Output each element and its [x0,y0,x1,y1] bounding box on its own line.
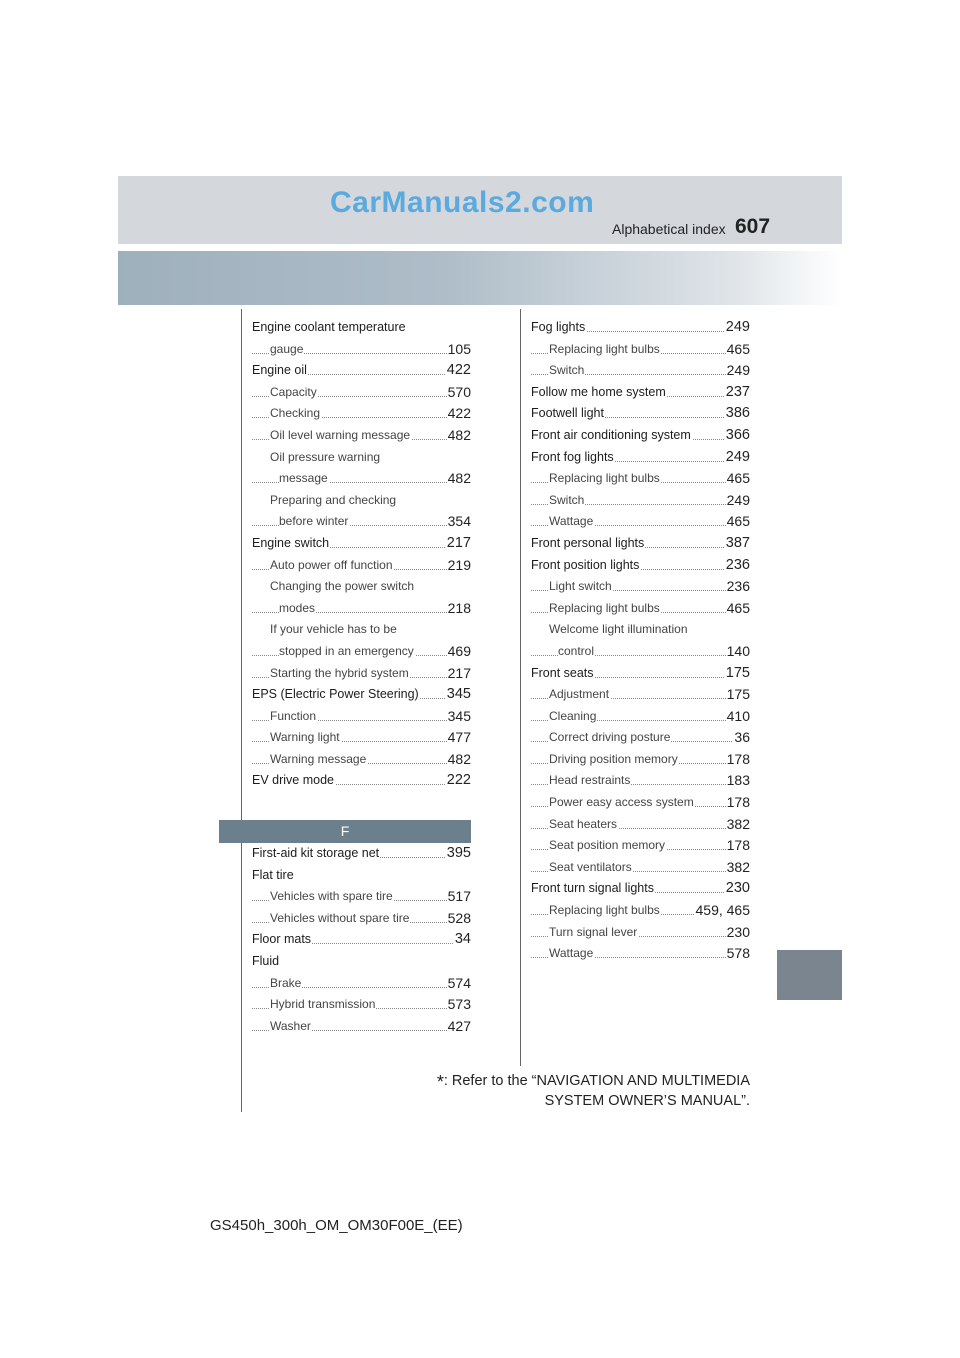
entry-page: 528 [447,908,471,930]
entry-text: control [558,641,595,663]
entry-text: Engine coolant temperature [252,317,407,339]
entry-page: 465 [726,511,750,533]
entry-text: Vehicles without spare tire [270,908,410,930]
entry-page: 469 [447,641,471,663]
entry-text: Seat position memory [549,835,666,857]
entry-page: 230 [726,922,750,944]
entry-page: 410 [726,706,750,728]
entry-page: 36 [733,727,750,749]
index-subentry [252,555,471,577]
entry-text: modes [279,598,316,620]
index-subentry [531,490,750,512]
entry-text: Warning message [270,749,367,771]
entry-text: Footwell light [531,403,605,425]
entry-text: Wattage [549,511,594,533]
footnote-marker: * [436,1072,444,1092]
index-subentry [531,619,750,641]
entry-text: Front position lights [531,555,640,577]
entry-page: 387 [725,533,750,555]
entry-text: Preparing and checking [270,490,397,512]
index-subentry [252,619,471,641]
entry-text: EV drive mode [252,770,335,792]
entry-text: If your vehicle has to be [270,619,398,641]
index-entry [531,878,750,900]
entry-text: Replacing light bulbs [549,339,661,361]
entry-text: Switch [549,490,585,512]
index-subentry [252,511,471,533]
entry-text: Replacing light bulbs [549,900,661,922]
footnote-line-1: : Refer to the “NAVIGATION AND MULTIMEDIA [443,1073,750,1089]
entry-page: 465 [726,339,750,361]
entry-text: Oil level warning message [270,425,411,447]
entry-page: 34 [454,929,471,951]
index-entry [531,663,750,685]
index-subentry [531,727,750,749]
index-subentry [252,706,471,728]
index-subentry [252,490,471,512]
entry-text: Warning light [270,727,341,749]
index-subentry [252,994,471,1016]
watermark-logo[interactable]: CarManuals2.com [330,186,595,219]
index-subentry [531,900,750,922]
entry-page: 175 [726,684,750,706]
index-entry [531,425,750,447]
entry-page: 366 [725,425,750,447]
index-subentry [531,576,750,598]
header-gradient-band [118,251,842,305]
index-subentry [531,857,750,879]
column-divider-rule [520,309,521,1066]
entry-text: Switch [549,360,585,382]
entry-page: 422 [447,403,471,425]
section-letter-band: F [219,820,471,843]
entry-text: Seat ventilators [549,857,633,879]
entry-page: 249 [726,360,750,382]
entry-page: 578 [726,943,750,965]
entry-text: Flat tire [252,865,295,887]
entry-page: 517 [447,886,471,908]
entry-page: 249 [725,317,750,339]
page-number: 607 [735,215,771,238]
entry-text: Changing the power switch [270,576,415,598]
entry-text: EPS (Electric Power Steering) [252,684,420,706]
index-subentry [252,749,471,771]
index-subentry [252,973,471,995]
index-subentry [252,641,471,663]
index-entry [531,533,750,555]
index-subentry [252,468,471,490]
entry-text: Auto power off function [270,555,394,577]
entry-page: 218 [447,598,471,620]
entry-page: 222 [446,770,471,792]
index-subentry [531,684,750,706]
entry-page: 105 [447,339,471,361]
entry-page: 570 [447,382,471,404]
index-entry [531,447,750,469]
entry-text: Front fog lights [531,447,615,469]
index-subentry [252,598,471,620]
index-subentry [531,922,750,944]
index-subentry [531,814,750,836]
index-entry [531,403,750,425]
entry-page: 178 [726,792,750,814]
entry-text: Adjustment [549,684,610,706]
index-subentry [252,382,471,404]
index-subentry [531,749,750,771]
entry-text: Checking [270,403,321,425]
entry-page: 386 [725,403,750,425]
index-subentry [252,727,471,749]
index-subentry [531,835,750,857]
index-subentry [531,943,750,965]
entry-page: 422 [446,360,471,382]
entry-page: 427 [447,1016,471,1038]
entry-page: 236 [725,555,750,577]
entry-text: Hybrid transmission [270,994,376,1016]
index-entry [252,951,471,973]
index-subentry [531,468,750,490]
index-subentry [252,663,471,685]
entry-page: 482 [447,425,471,447]
entry-text: Floor mats [252,929,312,951]
entry-text: Wattage [549,943,594,965]
index-subentry [531,792,750,814]
index-subentry [252,576,471,598]
footnote [380,1072,750,1111]
entry-text: Front personal lights [531,533,645,555]
entry-text: Oil pressure warning [270,447,381,469]
index-subentry [252,425,471,447]
entry-page: 178 [726,835,750,857]
index-subentry [531,706,750,728]
entry-page: 178 [726,749,750,771]
index-entry [252,684,471,706]
entry-page: 482 [447,468,471,490]
entry-text: before winter [279,511,349,533]
entry-text: Front seats [531,663,595,685]
entry-text: Replacing light bulbs [549,598,661,620]
entry-page: 382 [726,857,750,879]
index-subentry [531,598,750,620]
index-entry [252,929,471,951]
entry-text: Washer [270,1016,312,1038]
entry-text: Cleaning [549,706,597,728]
index-entry [531,382,750,404]
entry-page: 249 [725,447,750,469]
index-subentry [252,1016,471,1038]
index-entry [252,865,471,887]
entry-page: 217 [447,663,471,685]
entry-page: 236 [726,576,750,598]
entry-page: 482 [447,749,471,771]
entry-page: 175 [725,663,750,685]
index-subentry [531,360,750,382]
entry-page: 477 [447,727,471,749]
entry-text: Engine oil [252,360,308,382]
index-entry [531,317,750,339]
entry-page: 217 [446,533,471,555]
entry-page: 459, 465 [695,900,751,922]
index-subentry [531,339,750,361]
entry-page: 465 [726,468,750,490]
entry-page: 249 [726,490,750,512]
index-subentry [252,447,471,469]
entry-text: Front turn signal lights [531,878,655,900]
entry-text: Power easy access system [549,792,695,814]
index-subentry [531,641,750,663]
entry-text: Capacity [270,382,318,404]
entry-page: 465 [726,598,750,620]
index-entry [252,843,471,865]
entry-text: Follow me home system [531,382,667,404]
entry-page: 382 [726,814,750,836]
index-column-right [531,317,750,965]
index-section-f [252,843,471,1037]
entry-page: 395 [446,843,471,865]
entry-page: 345 [446,684,471,706]
index-entry [531,555,750,577]
index-subentry [252,886,471,908]
section-title: Alphabetical index [612,221,726,237]
index-entry [252,360,471,382]
entry-page: 140 [726,641,750,663]
index-entry [252,770,471,792]
footnote-line-2: SYSTEM OWNER’S MANUAL”. [544,1093,750,1109]
index-subentry [252,403,471,425]
entry-text: Starting the hybrid system [270,663,410,685]
entry-text: Function [270,706,317,728]
entry-text: Driving position memory [549,749,679,771]
entry-page: 573 [447,994,471,1016]
entry-text: message [279,468,329,490]
index-entry [252,533,471,555]
index-entry [252,317,471,339]
left-margin-rule [241,309,242,1112]
index-subentry [531,770,750,792]
index-subentry [252,908,471,930]
entry-text: Fog lights [531,317,586,339]
entry-text: Vehicles with spare tire [270,886,394,908]
index-column-left [252,317,471,792]
entry-page: 219 [447,555,471,577]
entry-page: 230 [725,878,750,900]
entry-text: Seat heaters [549,814,618,836]
document-code: GS450h_300h_OM_OM30F00E_(EE) [210,1217,463,1234]
chapter-tab [777,950,842,1000]
entry-page: 354 [447,511,471,533]
entry-page: 345 [447,706,471,728]
entry-text: Fluid [252,951,280,973]
entry-text: Head restraints [549,770,631,792]
entry-text: gauge [270,339,304,361]
entry-text: Correct driving posture [549,727,671,749]
entry-text: Engine switch [252,533,330,555]
entry-page: 183 [726,770,750,792]
entry-text: Light switch [549,576,613,598]
index-subentry [531,511,750,533]
index-subentry [252,339,471,361]
entry-text: Welcome light illumination [549,619,689,641]
entry-text: Turn signal lever [549,922,638,944]
entry-text: Front air conditioning system [531,425,692,447]
entry-page: 237 [725,382,750,404]
entry-text: First-aid kit storage net [252,843,380,865]
entry-text: Brake [270,973,302,995]
entry-text: Replacing light bulbs [549,468,661,490]
entry-page: 574 [447,973,471,995]
entry-text: stopped in an emergency [279,641,415,663]
